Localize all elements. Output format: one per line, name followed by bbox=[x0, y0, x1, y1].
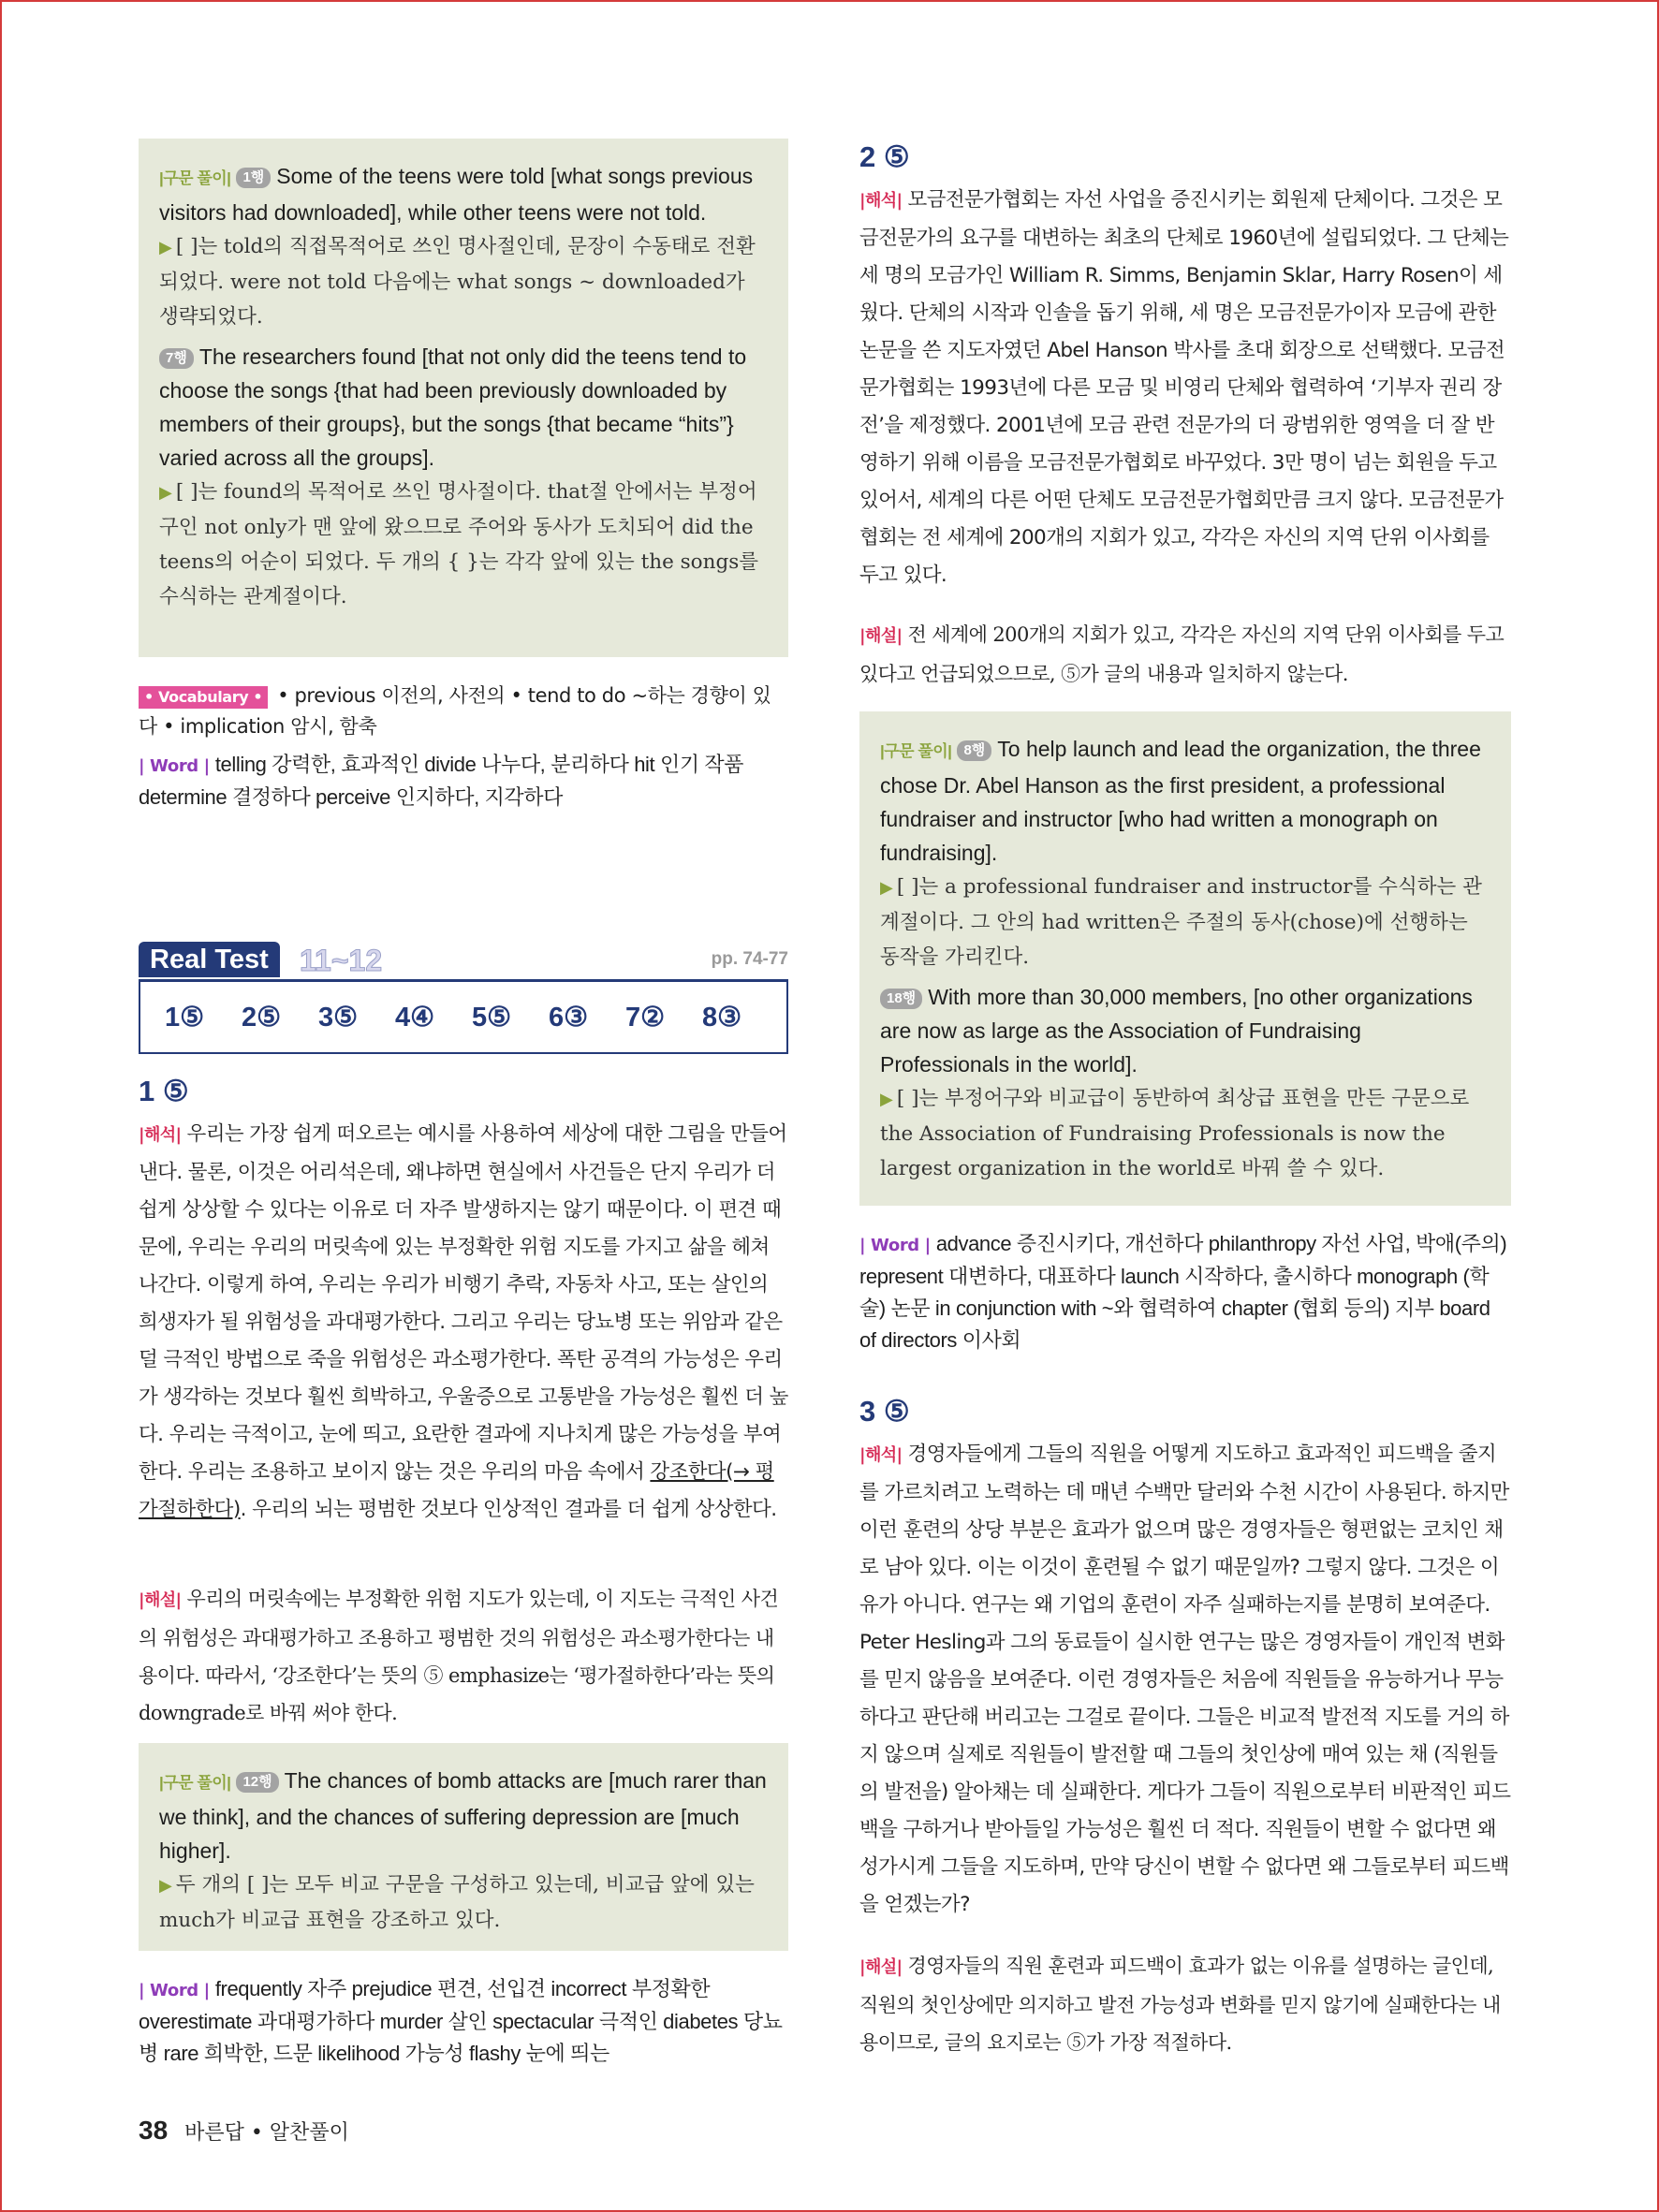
answer-item: 1⑤ bbox=[165, 1003, 205, 1033]
word-tag: | Word | bbox=[859, 1236, 931, 1255]
answer-item: 8③ bbox=[702, 1003, 742, 1033]
vocabulary-tag: • Vocabulary • bbox=[139, 686, 268, 709]
grammar-tag: |구문 풀이| bbox=[159, 1774, 231, 1792]
example-sentence: The chances of bomb attacks are [much rarer than we think], and the chances of suffering depression are [much higher]. bbox=[159, 1768, 767, 1863]
real-test-header bbox=[139, 942, 788, 977]
grammar-note: [ ]는 부정어구와 비교급이 동반하여 최상급 표현을 만든 구문으로 the Association of Fundraising Professionals is now the largest organization in the world로 바꿔 쓸 수 있다. bbox=[880, 1087, 1470, 1180]
word-tag: | Word | bbox=[139, 756, 210, 776]
word-text: telling 강력한, 효과적인 divide 나누다, 분리하다 hit 인기 작품 determine 결정하다 perceive 인지하다, 지각하다 bbox=[139, 753, 744, 809]
line-tag: 12행 bbox=[236, 1772, 278, 1793]
line-tag: 1행 bbox=[236, 168, 271, 188]
triangle-bullet-icon: ▶ bbox=[159, 1876, 172, 1896]
translation-text: 모금전문가협회는 자선 사업을 증진시키는 회원제 단체이다. 그것은 모금전문가의 요구를 대변하는 최초의 단체로 1960년에 설립되었다. 그 단체는 세 명의 모금가인 William R. Simms, Benjamin Sklar, Harry Rosen이 세웠다. 단체의 시작과 인솔을 돕기 위해, 세 명은 모금전문가이자 모금에 관한 논문을 쓴 지도자였던 Abel Hanson 박사를 초대 회장으로 선택했다. 모금전문가협회는 1993년에 다른 모금 및 비영리 단체와 협력하여 ‘기부자 권리 장전’을 제정했다. 2001년에 모금 관련 전문가의 더 광범위한 영역을 더 잘 반영하기 위해 이름을 모금전문가협회로 바꾸었다. 3만 명이 넘는 회원을 두고 있어서, 세계의 다른 어떤 단체도 모금전문가협회만큼 크지 않다. 모금전문가협회는 전 세계에 200개의 지회가 있고, 각각은 자신의 지역 단위 이사회를 두고 있다. bbox=[859, 188, 1509, 587]
translation-tag: |해석| bbox=[139, 1125, 182, 1145]
solution-text: 우리의 머릿속에는 부정확한 위험 지도가 있는데, 이 지도는 극적인 사건의 위험성은 과대평가하고 조용하고 평범한 것의 위험성은 과소평가한다는 내용이다. 따라서, ‘강조한다’는 뜻의 ⑤ emphasize는 ‘평가절하한다’라는 뜻의 downgrade로 바꿔 써야 한다. bbox=[139, 1588, 779, 1724]
grammar-note: [ ]는 told의 직접목적어로 쓰인 명사절인데, 문장이 수동태로 전환되었다. were not told 다음에는 what songs ~ downloaded가 생략되었다. bbox=[159, 235, 756, 329]
triangle-bullet-icon: ▶ bbox=[880, 878, 893, 898]
line-tag: 18행 bbox=[880, 989, 922, 1009]
question-2-translation bbox=[859, 182, 1511, 594]
answer-item: 5⑤ bbox=[472, 1003, 512, 1033]
solution-tag: |해설| bbox=[139, 1590, 182, 1610]
question-2-heading: 2 ⑤ bbox=[859, 140, 910, 173]
word-text: frequently 자주 prejudice 편견, 선입견 incorrect 부정확한 overestimate 과대평가하다 murder 살인 spectacular 극적인 diabetes 당뇨병 rare 희박한, 드문 likelihood 가능성 flashy 눈에 띄는 bbox=[139, 1977, 783, 2065]
triangle-bullet-icon: ▶ bbox=[880, 1090, 893, 1109]
answer-key-box bbox=[139, 979, 788, 1054]
real-test-pages: pp. 74-77 bbox=[711, 949, 788, 969]
solution-tag: |해설| bbox=[859, 626, 903, 646]
example-sentence: The researchers found [that not only did the teens tend to choose the songs {that had been previously downloaded by members of their groups}, but the songs {that became “hits”} varied across all the groups]. bbox=[159, 344, 747, 470]
grammar-box-3 bbox=[859, 711, 1511, 1206]
answer-item: 7② bbox=[625, 1003, 666, 1033]
translation-text: . 우리의 뇌는 평범한 것보다 인상적인 결과를 더 쉽게 상상한다. bbox=[240, 1498, 777, 1521]
word-list-1 bbox=[139, 749, 788, 813]
answer-item: 2⑤ bbox=[242, 1003, 282, 1033]
grammar-tag: |구문 풀이| bbox=[159, 169, 231, 187]
grammar-note: 두 개의 [ ]는 모두 비교 구문을 구성하고 있는데, 비교급 앞에 있는 much가 비교급 표현을 강조하고 있다. bbox=[159, 1873, 755, 1932]
real-test-range: 11~12 bbox=[300, 944, 383, 977]
answer-item: 3⑤ bbox=[318, 1003, 359, 1033]
grammar-note: [ ]는 a professional fundraiser and instructor를 수식하는 관계절이다. 그 안의 had written은 주절의 동사(chose)에 선행하는 동작을 가리킨다. bbox=[880, 875, 1482, 969]
vocabulary-text: • previous 이전의, 사전의 • tend to do ~하는 경향이 있다 • implication 암시, 함축 bbox=[139, 684, 771, 738]
solution-text: 경영자들의 직원 훈련과 피드백이 효과가 없는 이유를 설명하는 글인데, 직원의 첫인상에만 의지하고 발전 가능성과 변화를 믿지 않기에 실패한다는 내용이므로, 글의 요지로는 ⑤가 가장 적절하다. bbox=[859, 1955, 1501, 2054]
question-3-translation bbox=[859, 1436, 1511, 1924]
question-1-solution bbox=[139, 1580, 788, 1732]
line-tag: 7행 bbox=[159, 348, 194, 369]
question-2-solution bbox=[859, 616, 1511, 693]
book-title: 바른답 • 알찬풀이 bbox=[184, 2121, 349, 2145]
example-sentence: To help launch and lead the organization, the three chose Dr. Abel Hanson as the first president, a professional fundraiser and instructor [who had written a monograph on fundraising]. bbox=[880, 737, 1481, 865]
question-3-solution bbox=[859, 1947, 1511, 2061]
question-1-translation bbox=[139, 1116, 788, 1529]
translation-text: 경영자들에게 그들의 직원을 어떻게 지도하고 효과적인 피드백을 줄지를 가르치려고 노력하는 데 매년 수백만 달러와 수천 시간이 사용된다. 하지만 이런 훈련의 상당 부분은 효과가 없으며 많은 경영자들은 형편없는 코치인 채로 남아 있다. 이는 이것이 훈련될 수 없기 때문일까? 그렇지 않다. 그것은 이유가 아니다. 연구는 왜 기업의 훈련이 자주 실패하는지를 분명히 보여준다. Peter Hesling과 그의 동료들이 실시한 연구는 많은 경영자들이 개인적 변화를 믿지 않음을 보여준다. 이런 경영자들은 처음에 직원들을 유능하거나 무능하다고 판단해 버리고는 그걸로 끝이다. 그들은 비교적 발전적 지도를 거의 하지 않으며 실제로 직원들이 발전할 때 그들의 첫인상에 매여 있는 채 (직원들의 발전을) 알아채는 데 실패한다. 게다가 그들이 직원으로부터 비판적인 피드백을 구하거나 받아들일 가능성은 훨씬 더 적다. 직원들이 변할 수 없다면 왜 성가시게 그들을 지도하며, 만약 당신이 변할 수 없다면 왜 그들로부터 피드백을 얻겠는가? bbox=[859, 1443, 1511, 1916]
word-tag: | Word | bbox=[139, 1981, 210, 2000]
page-footer bbox=[139, 2116, 349, 2146]
page-number: 38 bbox=[139, 2116, 169, 2145]
grammar-box-1 bbox=[139, 139, 788, 657]
solution-text: 전 세계에 200개의 지회가 있고, 각각은 자신의 지역 단위 이사회를 두고 있다고 언급되었으므로, ⑤가 글의 내용과 일치하지 않는다. bbox=[859, 623, 1505, 685]
underlined-phrase: 강조한다(→ 평가절하한다) bbox=[139, 1460, 774, 1521]
word-list-3 bbox=[859, 1228, 1511, 1356]
question-1-heading: 1 ⑤ bbox=[139, 1075, 189, 1107]
answer-item: 4④ bbox=[395, 1003, 435, 1033]
solution-tag: |해설| bbox=[859, 1957, 903, 1977]
grammar-tag: |구문 풀이| bbox=[880, 742, 952, 760]
word-text: advance 증진시키다, 개선하다 philanthropy 자선 사업, 박애(주의) represent 대변하다, 대표하다 launch 시작하다, 출시하다 monograph (학술) 논문 in conjunction with ~와 협력하여 chapter (협회 등의) 지부 board of directors 이사회 bbox=[859, 1232, 1507, 1352]
word-list-2 bbox=[139, 1973, 788, 2070]
translation-tag: |해석| bbox=[859, 191, 903, 211]
example-sentence: With more than 30,000 members, [no other organizations are now as large as the Association of Fundraising Professionals in the world]. bbox=[880, 985, 1473, 1077]
triangle-bullet-icon: ▶ bbox=[159, 238, 172, 257]
triangle-bullet-icon: ▶ bbox=[159, 483, 172, 503]
example-sentence: Some of the teens were told [what songs previous visitors had downloaded], while other teens were not told. bbox=[159, 164, 754, 225]
answer-item: 6③ bbox=[549, 1003, 589, 1033]
vocabulary-note bbox=[139, 681, 788, 742]
question-3-heading: 3 ⑤ bbox=[859, 1395, 910, 1428]
real-test-label: Real Test bbox=[139, 942, 280, 977]
grammar-box-2 bbox=[139, 1743, 788, 1951]
line-tag: 8행 bbox=[957, 740, 991, 761]
translation-text: 우리는 가장 쉽게 떠오르는 예시를 사용하여 세상에 대한 그림을 만들어 낸다. 물론, 이것은 어리석은데, 왜냐하면 현실에서 사건들은 단지 우리가 더 쉽게 상상할 수 있다는 이유로 더 자주 발생하지는 않기 때문이다. 이 편견 때문에, 우리는 우리의 머릿속에 있는 부정확한 위험 지도를 가지고 삶을 헤쳐 나간다. 이렇게 하여, 우리는 우리가 비행기 추락, 자동차 사고, 또는 살인의 희생자가 될 위험성을 과대평가한다. 그리고 우리는 당뇨병 또는 위암과 같은 덜 극적인 방법으로 죽을 위험성은 과소평가한다. 폭탄 공격의 가능성은 우리가 생각하는 것보다 훨씬 희박하고, 우울증으로 고통받을 가능성은 훨씬 더 높다. 우리는 극적이고, 눈에 띄고, 요란한 결과에 지나치게 많은 가능성을 부여한다. 우리는 조용하고 보이지 않는 것은 우리의 마음 속에서 bbox=[139, 1122, 788, 1484]
grammar-note: [ ]는 found의 목적어로 쓰인 명사절이다. that절 안에서는 부정어구인 not only가 맨 앞에 왔으므로 주어와 동사가 도치되어 did the teens의 어순이 되었다. 두 개의 { }는 각각 앞에 있는 the songs를 수식하는 관계절이다. bbox=[159, 480, 759, 608]
translation-tag: |해석| bbox=[859, 1445, 903, 1465]
